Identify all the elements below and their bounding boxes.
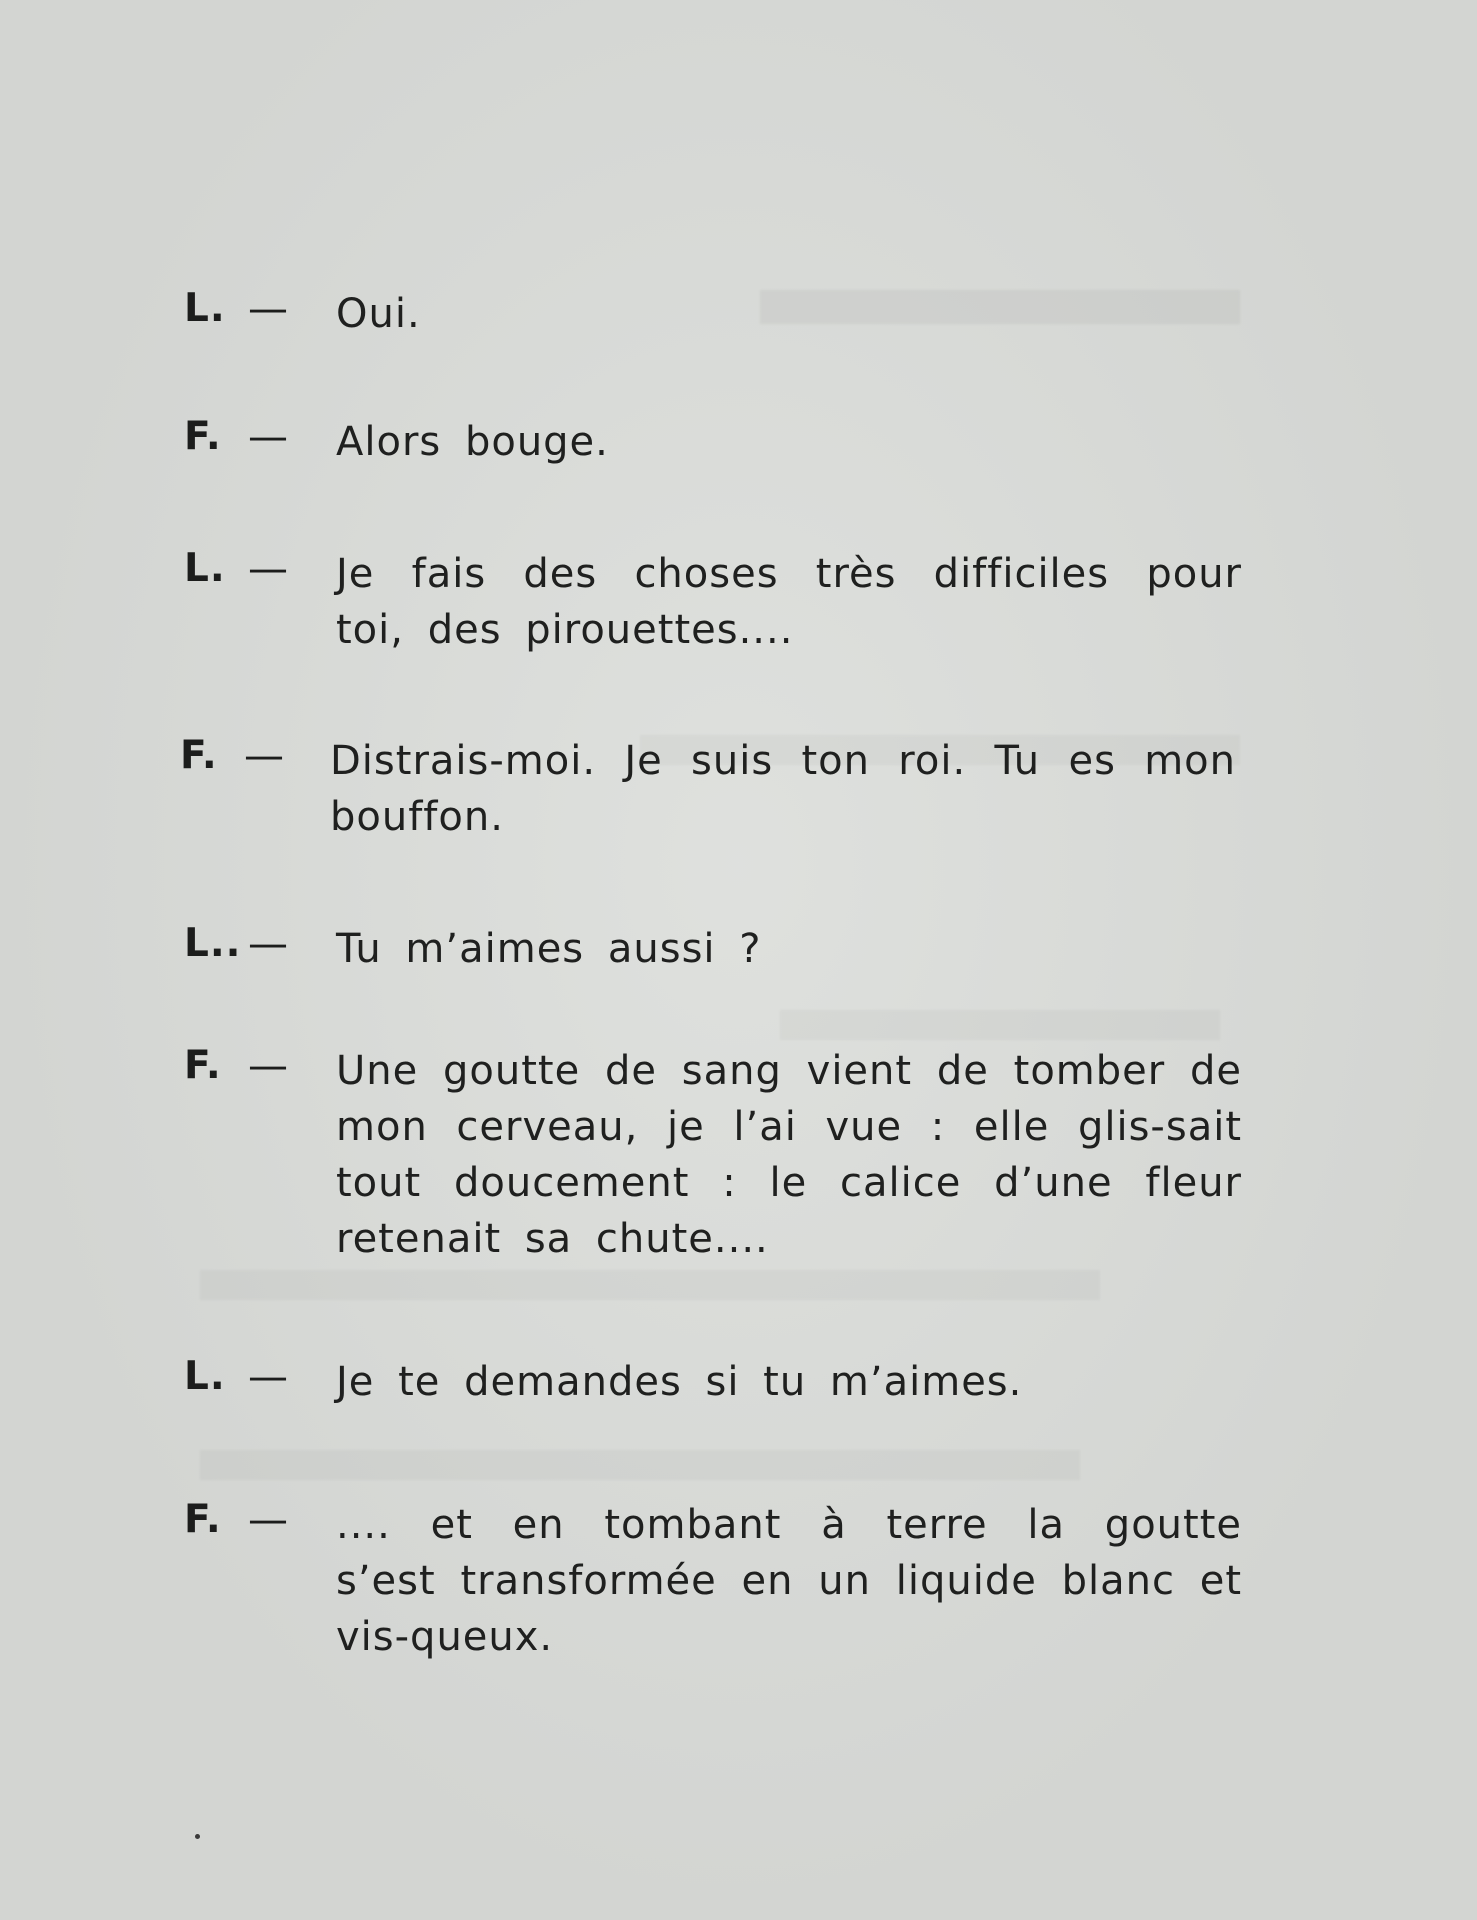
show-through-3	[780, 1010, 1220, 1040]
speaker-label: L.	[184, 1354, 226, 1399]
show-through-5	[200, 1450, 1080, 1480]
dialogue-text: Une goutte de sang vient de tomber de mon cerveau, je l’ai vue : elle glis-sait tout doucement : le calice d’une fleur retenait sa chute....	[336, 1048, 1242, 1262]
dialogue-text: Oui.	[336, 291, 421, 337]
em-dash: —	[248, 1043, 288, 1089]
dialogue-text: Je fais des choses très difficiles pour toi, des pirouettes....	[336, 551, 1242, 653]
dialogue-text: Tu m’aimes aussi ?	[336, 926, 762, 972]
speaker-label: L.	[184, 286, 226, 331]
show-through-4	[200, 1270, 1100, 1300]
dialogue-text: Je te demandes si tu m’aimes.	[336, 1359, 1023, 1405]
em-dash: —	[248, 921, 288, 967]
speaker-label: F.	[180, 733, 218, 778]
em-dash: —	[248, 546, 288, 592]
speaker-label: L.	[184, 546, 226, 591]
speaker-label: F.	[184, 1043, 222, 1088]
em-dash: —	[248, 1354, 288, 1400]
dialogue-text: Distrais-moi. Je suis ton roi. Tu es mon bouffon.	[330, 738, 1236, 840]
dialogue-text: .... et en tombant à terre la goutte s’est transformée en un liquide blanc et vis-queux.	[336, 1502, 1242, 1660]
ink-speck	[195, 1834, 200, 1839]
speaker-label: F.	[184, 1497, 222, 1542]
em-dash: —	[248, 414, 288, 460]
speaker-label: L..	[184, 921, 242, 966]
speaker-label: F.	[184, 414, 222, 459]
em-dash: —	[244, 733, 284, 779]
dialogue-text: Alors bouge.	[336, 419, 609, 465]
em-dash: —	[248, 1497, 288, 1543]
em-dash: —	[248, 286, 288, 332]
